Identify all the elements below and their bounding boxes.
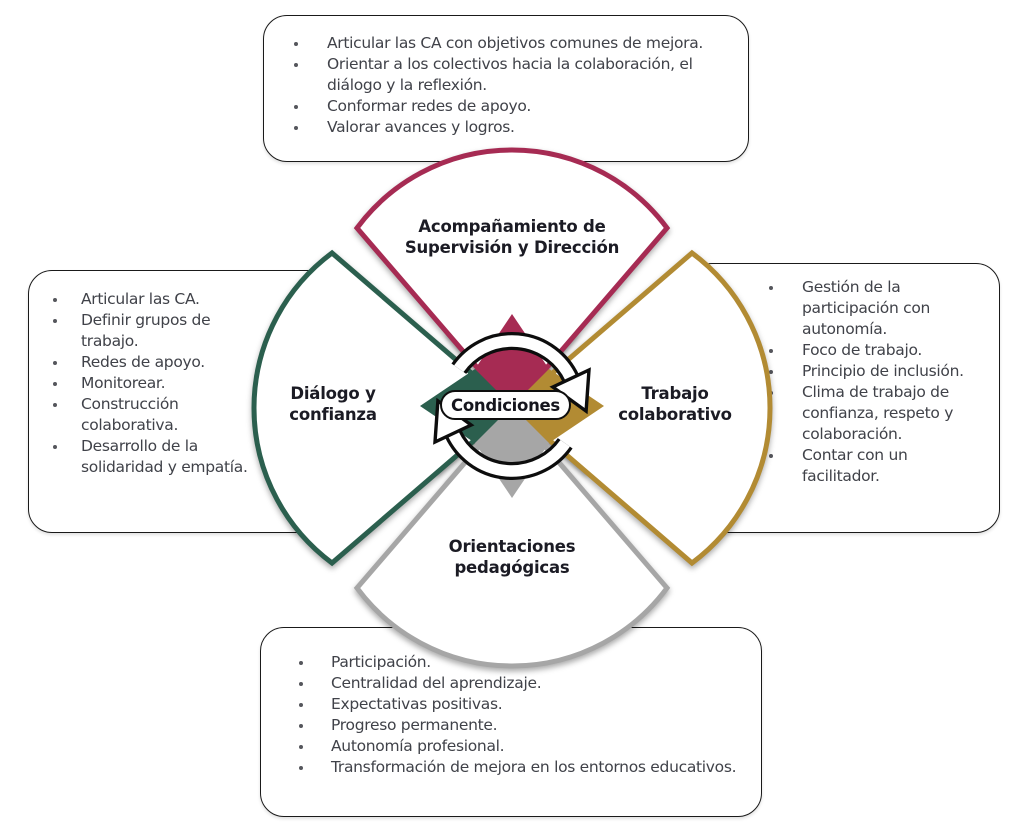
- list-item-text: Progreso permanente.: [331, 716, 498, 734]
- list-item-text: Contar con un facilitador.: [802, 446, 908, 485]
- list-item-text: Construcción colaborativa.: [81, 395, 179, 434]
- petal-label-top: Acompañamiento de Supervisión y Dirección: [404, 217, 620, 257]
- list-item-text: Monitorear.: [81, 374, 166, 392]
- list-item-text: Articular las CA con objetivos comunes de mejora.: [327, 34, 704, 52]
- list-item-text: Clima de trabajo de confianza, respeto y colaboración.: [802, 383, 954, 443]
- list-item-text: Definir grupos de trabajo.: [81, 311, 211, 350]
- list-item-text: Centralidad del aprendizaje.: [331, 674, 542, 692]
- petal-label-bottom: Orientaciones pedagógicas: [448, 537, 576, 577]
- center-pill: [440, 390, 571, 420]
- list-item-text: Principio de inclusión.: [802, 362, 964, 380]
- list-item-text: Valorar avances y logros.: [327, 118, 515, 136]
- list-item-text: Participación.: [331, 653, 431, 671]
- list-item-text: Gestión de la participación con autonomía.: [802, 278, 931, 338]
- list-item-text: Autonomía profesional.: [331, 737, 505, 755]
- list-item-text: Redes de apoyo.: [81, 353, 205, 371]
- center-pill-label: Condiciones: [451, 395, 560, 415]
- petal-label-right: Trabajo colaborativo: [618, 384, 732, 424]
- list-item-text: Conformar redes de apoyo.: [327, 97, 531, 115]
- list-item-text: Transformación de mejora en los entornos educativos.: [331, 758, 737, 776]
- list-item-text: Foco de trabajo.: [802, 341, 923, 359]
- list-item-text: Expectativas positivas.: [331, 695, 503, 713]
- list-item-text: Desarrollo de la solidaridad y empatía.: [81, 437, 248, 476]
- list-item-text: Articular las CA.: [81, 290, 200, 308]
- list-item-text: Orientar a los colectivos hacia la colaboración, el diálogo y la reflexión.: [327, 55, 693, 94]
- petal-label-left: Diálogo y confianza: [289, 384, 377, 424]
